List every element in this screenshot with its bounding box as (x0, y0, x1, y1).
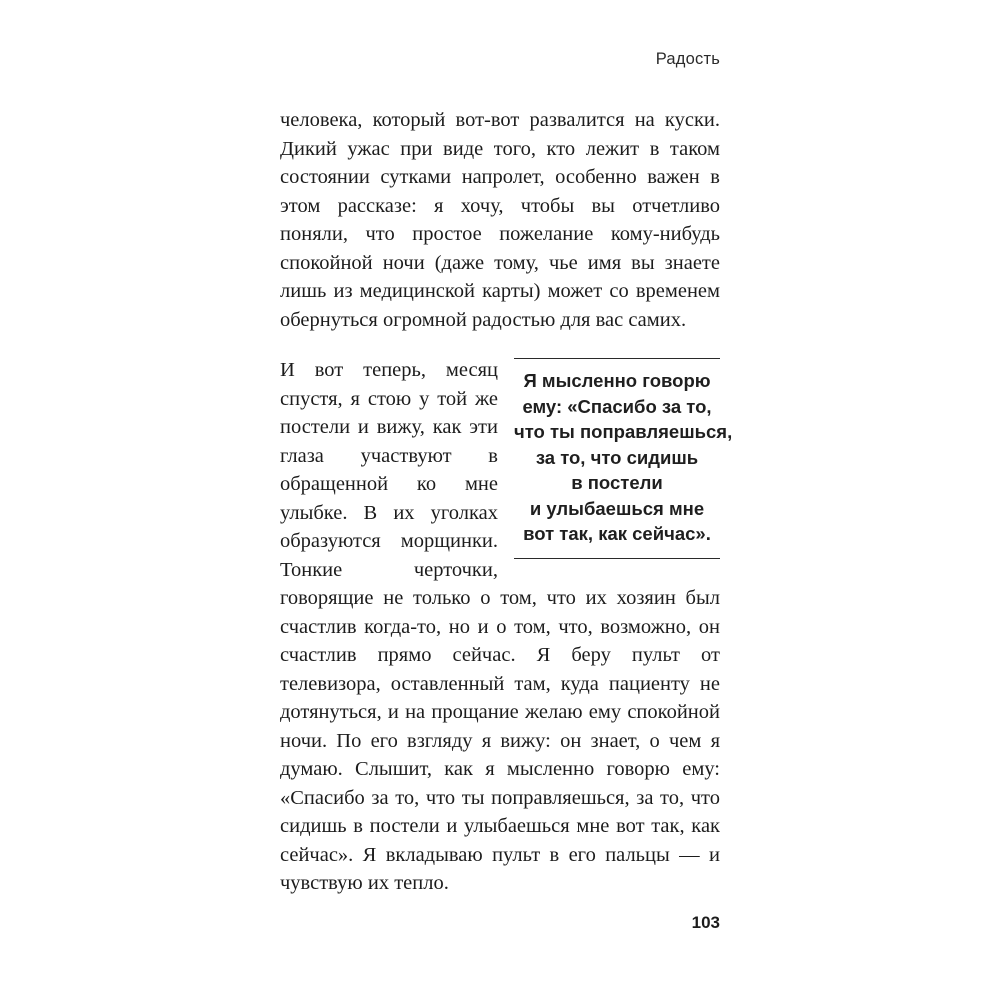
pull-quote-line: вот так, как сейчас». (523, 523, 711, 544)
pull-quote-line: и улыбаешься мне (529, 497, 705, 519)
page-number: 103 (691, 913, 720, 932)
running-header: Радость (655, 50, 720, 68)
pull-quote-line: в постели (571, 472, 663, 493)
pull-quote-line: Я мысленно говорю (523, 370, 711, 391)
body-paragraph-2: И вот теперь, месяц спустя, я стою у той же постели и вижу, как эти глаза участвуют в обращенной ко мне улыбке. В их уголках образуются морщинки. Тонкие черточки, говорящие не только о том, что их хозяин был счастлив когда-то, но и о том, что, возможно, он счастлив прямо сейчас. Я беру пульт от телевизора, оставленный там, куда пациенту не дотянуться, и на прощание желаю ему спокойной ночи. По его взгляду я вижу: он знает, о чем я думаю. Слышит, как я мысленно говорю ему: «Спасибо за то, что ты поправляешься, за то, что сидишь в постели и улыбаешься мне вот так, как сейчас». Я вкладываю пульт в его пальцы — и чувствую их тепло. (280, 359, 720, 894)
paragraph-with-pull-quote (280, 356, 733, 920)
body-paragraph-1: человека, который вот-вот развалится на куски. Дикий ужас при виде того, кто лежит в таком состоянии сутками напролет, особенно важен в этом рассказе: я хочу, чтобы вы отчетливо поняли, что простое пожелание кому-нибудь спокойной ночи (даже тому, чье имя вы знаете лишь из медицинской карты) может со временем обернуться огромной радостью для вас самих. (280, 109, 720, 331)
pull-quote (514, 358, 733, 559)
pull-quote-line: за то, что сидишь (535, 446, 699, 468)
pull-quote-line: ему: «Спасибо за то, (522, 395, 712, 417)
pull-quote-line: что ты поправляешься, (514, 421, 733, 442)
page-content (280, 106, 733, 920)
